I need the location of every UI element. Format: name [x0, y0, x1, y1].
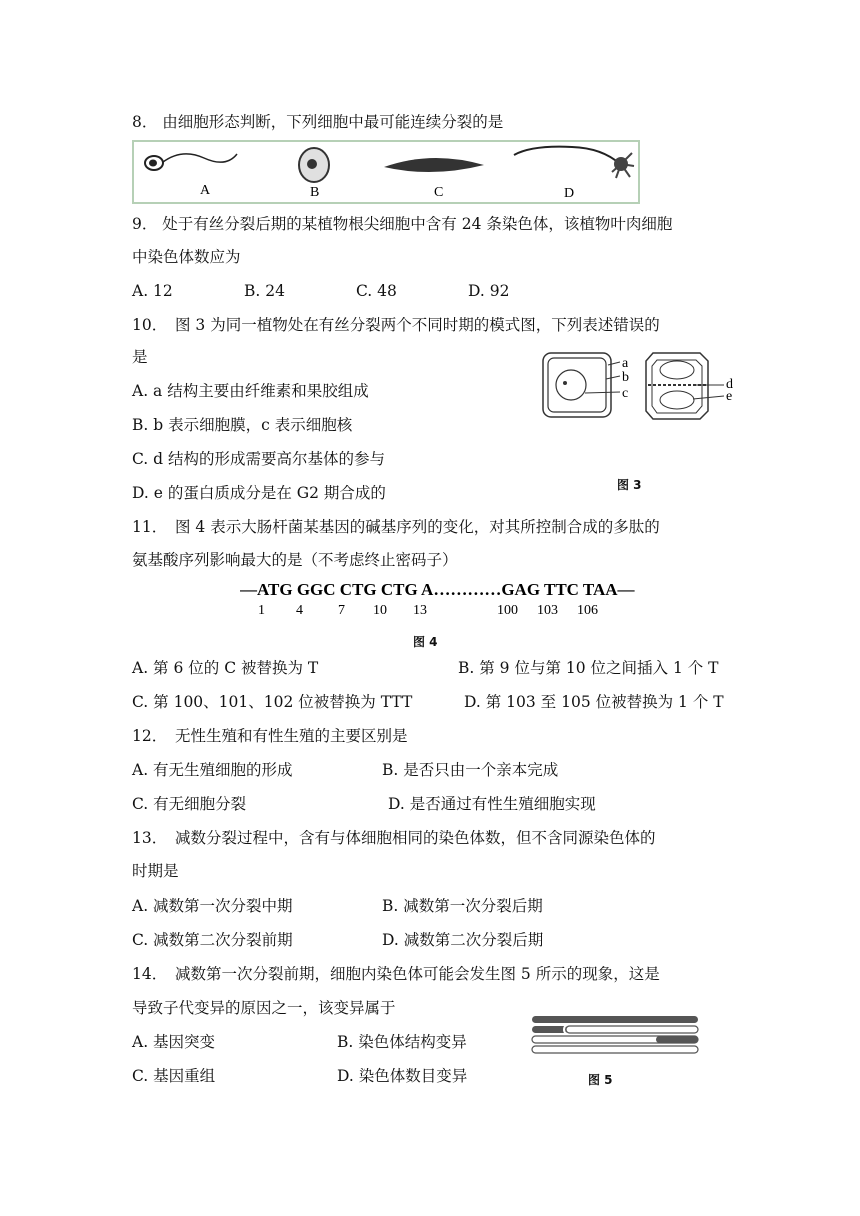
label-b: b [622, 370, 629, 385]
q12-option-c: C. 有无细胞分裂 [132, 795, 247, 813]
label-e: e [726, 389, 733, 404]
dna-sequence: —ATG GGC CTG CTG A…………GAG TTC TAA— [240, 580, 635, 599]
q9-option-d: D. 92 [468, 282, 510, 300]
q14-option-d: D. 染色体数目变异 [337, 1067, 468, 1085]
q11-stem-2: 氨基酸序列影响最大的是（不考虑终止密码子） [132, 551, 458, 569]
q14-stem-1: 14． 减数第一次分裂前期，细胞内染色体可能会发生图 5 所示的现象，这是 [132, 965, 660, 983]
q13-option-d: D. 减数第二次分裂后期 [382, 931, 544, 949]
q10-option-d: D. e 的蛋白质成分是在 G2 期合成的 [132, 484, 386, 502]
q10-option-b: B. b 表示细胞膜，c 表示细胞核 [132, 416, 353, 434]
figure-3 [538, 348, 748, 422]
q10-stem-1: 10． 图 3 为同一植物处在有丝分裂两个不同时期的模式图，下列表述错误的 [132, 316, 660, 334]
q9-option-a: A. 12 [132, 282, 173, 300]
q8-label-d: D [564, 186, 575, 201]
q13-stem-1: 13． 减数分裂过程中，含有与体细胞相同的染色体数，但不含同源染色体的 [132, 829, 656, 847]
q10-option-a: A. a 结构主要由纤维素和果胶组成 [132, 382, 369, 400]
q10-stem-2: 是 [132, 348, 148, 366]
q11-option-c: C. 第 100、101、102 位被替换为 TTT [132, 693, 413, 711]
figure-3-caption: 图 3 [617, 478, 642, 492]
figure-4-sequence [240, 578, 640, 618]
q11-option-d: D. 第 103 至 105 位被替换为 1 个 T [464, 693, 724, 711]
chromosome-4 [532, 1046, 698, 1053]
q8-label-a: A [200, 183, 211, 198]
q12-option-d: D. 是否通过有性生殖细胞实现 [388, 795, 596, 813]
label-d: d [726, 377, 733, 392]
q12-stem: 12． 无性生殖和有性生殖的主要区别是 [132, 727, 408, 745]
q13-stem-2: 时期是 [132, 862, 179, 880]
position-1: 1 [258, 603, 265, 618]
q13-option-b: B. 减数第一次分裂后期 [382, 897, 543, 915]
label-a: a [622, 356, 629, 371]
figure-5-chromosomes [530, 1014, 700, 1064]
q8-cell-figure [132, 140, 640, 204]
position-100: 100 [497, 603, 518, 618]
position-13: 13 [413, 603, 427, 618]
cell-interphase [543, 353, 620, 417]
q9-stem-1: 9． 处于有丝分裂后期的某植物根尖细胞中含有 24 条染色体，该植物叶肉细胞 [132, 215, 673, 233]
q11-option-b: B. 第 9 位与第 10 位之间插入 1 个 T [458, 659, 719, 677]
chromosome-2 [532, 1025, 698, 1034]
round-cell-b [299, 148, 329, 182]
chromosome-3 [532, 1036, 698, 1043]
q8-label-b: B [310, 185, 320, 200]
q9-stem-2: 中染色体数应为 [132, 248, 241, 266]
q12-option-b: B. 是否只由一个亲本完成 [382, 761, 559, 779]
q10-option-c: C. d 结构的形成需要高尔基体的参与 [132, 450, 386, 468]
q14-option-b: B. 染色体结构变异 [337, 1033, 467, 1051]
q8-label-c: C [434, 185, 444, 200]
q9-option-c: C. 48 [356, 282, 397, 300]
label-c: c [622, 386, 629, 401]
q14-option-c: C. 基因重组 [132, 1067, 216, 1085]
chromosome-1 [532, 1016, 698, 1023]
cell-telophase [646, 353, 724, 419]
q14-option-a: A. 基因突变 [132, 1033, 216, 1051]
q11-stem-1: 11． 图 4 表示大肠杆菌某基因的碱基序列的变化，对其所控制合成的多肽的 [132, 518, 660, 536]
position-106: 106 [577, 603, 598, 618]
q8-stem: 8． 由细胞形态判断，下列细胞中最可能连续分裂的是 [132, 113, 504, 131]
q13-option-a: A. 减数第一次分裂中期 [132, 897, 293, 915]
q11-option-a: A. 第 6 位的 C 被替换为 T [132, 659, 319, 677]
position-103: 103 [537, 603, 558, 618]
figure-4-caption: 图 4 [413, 635, 438, 649]
position-10: 10 [373, 603, 387, 618]
q12-option-a: A. 有无生殖细胞的形成 [132, 761, 293, 779]
position-7: 7 [338, 603, 345, 618]
position-4: 4 [296, 603, 303, 618]
q9-option-b: B. 24 [244, 282, 285, 300]
q14-stem-2: 导致子代变异的原因之一，该变异属于 [132, 999, 396, 1017]
q13-option-c: C. 减数第二次分裂前期 [132, 931, 293, 949]
figure-5-caption: 图 5 [588, 1073, 613, 1087]
